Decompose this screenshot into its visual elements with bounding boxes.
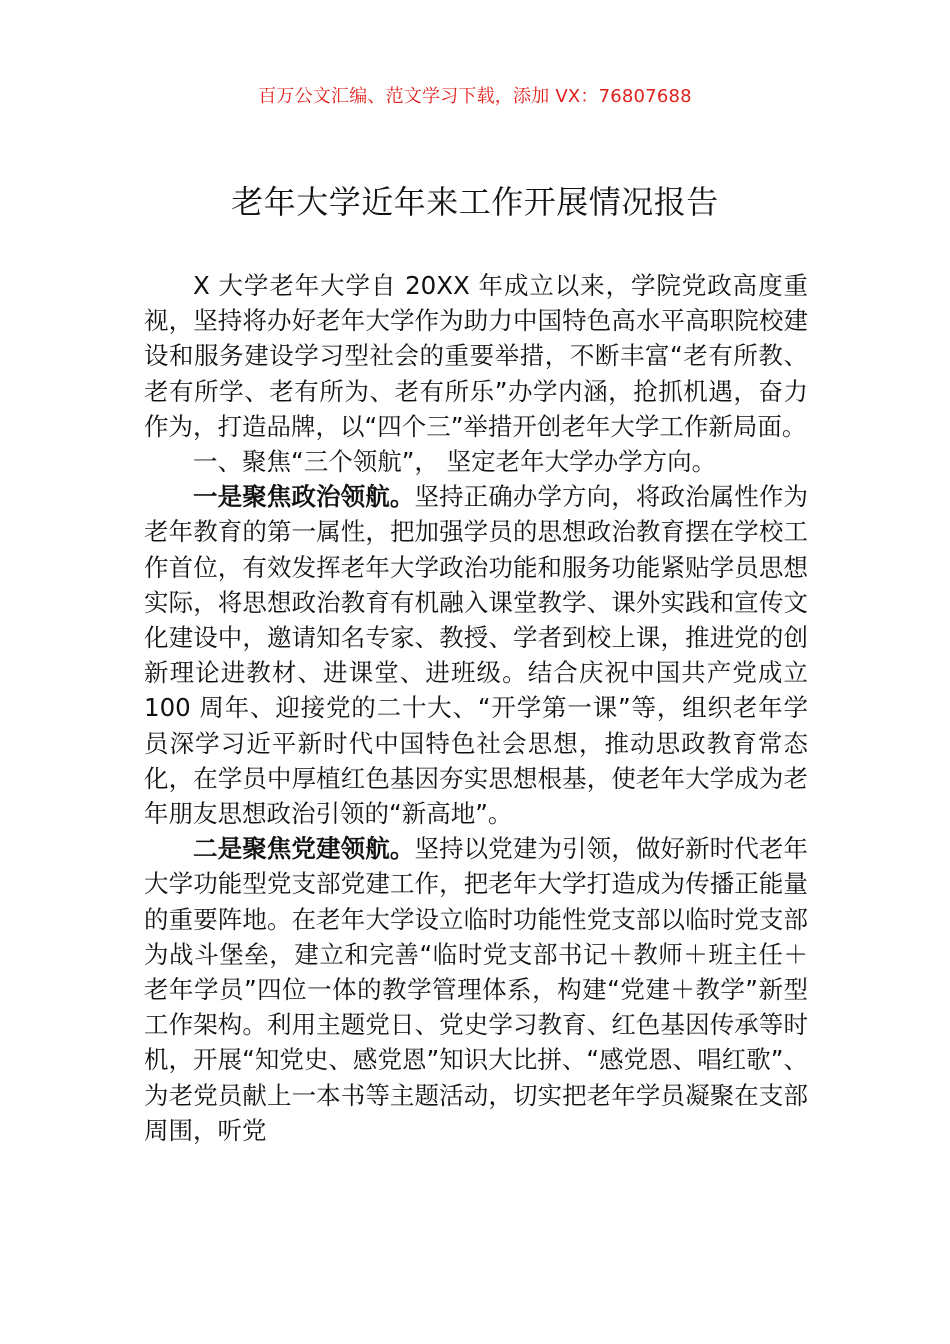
paragraph-lead: 二是聚焦党建领航。 bbox=[193, 834, 415, 864]
document-title: 老年大学近年来工作开展情况报告 bbox=[231, 183, 719, 221]
paragraph-party-building-leadership bbox=[144, 831, 808, 1148]
watermark-banner: 百万公文汇编、范文学习下载，添加 VX：76807688 bbox=[258, 86, 692, 107]
paragraph-text: 一、聚焦“三个领航”， 坚定老年大学办学方向。 bbox=[193, 447, 717, 477]
document-body bbox=[144, 268, 808, 1148]
section-heading bbox=[144, 444, 808, 479]
paragraph-text: 坚持以党建为引领，做好新时代老年大学功能型党支部党建工作，把老年大学打造成为传播正能量的重要阵地。在老年大学设立临时功能性党支部以临时党支部为战斗堡垒，建立和完善“临时党支部书记＋教师＋班主任＋老年学员”四位一体的教学管理体系，构建“党建＋教学”新型工作架构。利用主题党日、党史学习教育、红色基因传承等时机，开展“知党史、感党恩”知识大比拼、“感党恩、唱红歌”、为老党员献上一本书等主题活动，切实把老年学员凝聚在支部周围，听党 bbox=[144, 834, 808, 1145]
paragraph-text: X 大学老年大学自 20XX 年成立以来，学院党政高度重视，坚持将办好老年大学作为助力中国特色高水平高职院校建设和服务建设学习型社会的重要举措，不断丰富“老有所教、老有所学、老有所为、老有所乐”办学内涵，抢抓机遇，奋力作为，打造品牌，以“四个三”举措开创老年大学工作新局面。 bbox=[144, 271, 808, 441]
paragraph-political-leadership bbox=[144, 479, 808, 831]
intro-paragraph bbox=[144, 268, 808, 444]
paragraph-lead: 一是聚焦政治领航。 bbox=[193, 482, 415, 512]
paragraph-text: 坚持正确办学方向，将政治属性作为老年教育的第一属性，把加强学员的思想政治教育摆在学校工作首位，有效发挥老年大学政治功能和服务功能紧贴学员思想实际，将思想政治教育有机融入课堂教学、课外实践和宣传文化建设中，邀请知名专家、教授、学者到校上课，推进党的创新理论进教材、进课堂、进班级。结合庆祝中国共产党成立 100 周年、迎接党的二十大、“开学第一课”等，组织老年学员深学习近平新时代中国特色社会思想，推动思政教育常态化，在学员中厚植红色基因夯实思想根基，使老年大学成为老年朋友思想政治引领的“新高地”。 bbox=[144, 482, 808, 829]
